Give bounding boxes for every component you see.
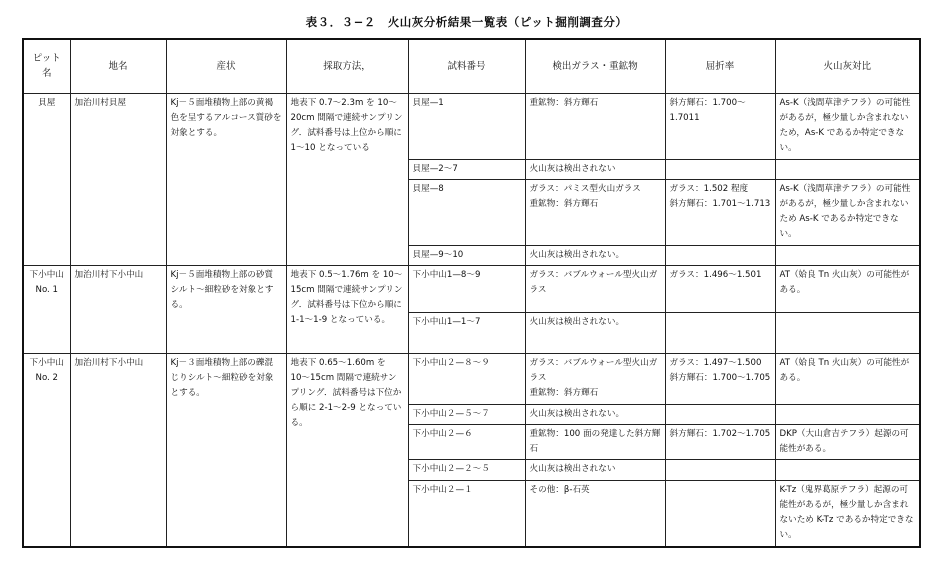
minerals-cell: ガラス：バブルウォール型火山ガラス	[525, 266, 665, 313]
refractive-index-cell	[665, 313, 775, 354]
pit-name-cell: 貝屋	[23, 93, 70, 266]
correlation-cell: DKP（大山倉吉テフラ）起源の可能性がある。	[775, 424, 920, 460]
sample-id-cell: 下小中山1—8〜9	[408, 266, 525, 313]
minerals-cell: 重鉱物：100 面の発達した斜方輝石	[525, 424, 665, 460]
minerals-cell: 火山灰は検出されない。	[525, 313, 665, 354]
correlation-cell	[775, 159, 920, 179]
correlation-cell: AT（姶良 Tn 火山灰）の可能性がある。	[775, 353, 920, 404]
refractive-index-cell	[665, 404, 775, 424]
refractive-index-cell: ガラス：1.497〜1.500 斜方輝石：1.700〜1.705	[665, 353, 775, 404]
occurrence-cell: Kj－３面堆積物上部の礫混じりシルト〜細粒砂を対象とする。	[166, 353, 286, 547]
correlation-cell: As-K（浅間草津テフラ）の可能性があるが，極少量しか含まれないため As-K であるか特定できない。	[775, 179, 920, 245]
refractive-index-cell: 斜方輝石：1.700〜1.7011	[665, 93, 775, 159]
header-pit: ピット名	[23, 39, 70, 93]
correlation-cell: K-Tz（鬼界葛原テフラ）起源の可能性があるが，極少量しか含まれないため K-Tz であるか特定できない。	[775, 480, 920, 547]
sample-id-cell: 下小中山1—1〜7	[408, 313, 525, 354]
minerals-cell: ガラス：パミス型火山ガラス 重鉱物：斜方輝石	[525, 179, 665, 245]
tephra-results-table	[22, 38, 921, 548]
occurrence-cell: Kj－５面堆積物上部の黄褐色を呈するアルコース質砂を対象とする。	[166, 93, 286, 266]
pit-name-cell: 下小中山 No. 2	[23, 353, 70, 547]
place-cell: 加治川村貝屋	[70, 93, 166, 266]
header-occurrence: 産状	[166, 39, 286, 93]
header-sample-id: 試料番号	[408, 39, 525, 93]
refractive-index-cell: ガラス：1.502 程度 斜方輝石：1.701〜1.713	[665, 179, 775, 245]
table-row	[23, 353, 920, 404]
sample-id-cell: 下小中山２—１	[408, 480, 525, 547]
sample-id-cell: 下小中山２—８〜９	[408, 353, 525, 404]
header-minerals: 検出ガラス・重鉱物	[525, 39, 665, 93]
occurrence-cell: Kj－５面堆積物上部の砂質シルト〜細粒砂を対象とする。	[166, 266, 286, 353]
refractive-index-cell	[665, 460, 775, 480]
refractive-index-cell: ガラス：1.496〜1.501	[665, 266, 775, 313]
refractive-index-cell	[665, 159, 775, 179]
sample-id-cell: 貝屋—9〜10	[408, 245, 525, 265]
place-cell: 加治川村下小中山	[70, 266, 166, 353]
header-method: 採取方法，	[286, 39, 408, 93]
minerals-cell: 重鉱物：斜方輝石	[525, 93, 665, 159]
correlation-cell	[775, 460, 920, 480]
table-row	[23, 93, 920, 159]
header-place: 地名	[70, 39, 166, 93]
table-row	[23, 266, 920, 313]
minerals-cell: その他：β-石英	[525, 480, 665, 547]
sample-id-cell: 下小中山２—２〜５	[408, 460, 525, 480]
correlation-cell	[775, 404, 920, 424]
refractive-index-cell: 斜方輝石：1.702〜1.705	[665, 424, 775, 460]
pit-name-cell: 下小中山 No. 1	[23, 266, 70, 353]
minerals-cell: 火山灰は検出されない	[525, 460, 665, 480]
table-title: 表３．３−２ 火山灰分析結果一覧表（ピット掘削調査分）	[305, 15, 628, 29]
method-cell: 地表下 0.5〜1.76m を 10〜15cm 間隔で連続サンプリング．試料番号は下位から順に 1-1〜1-9 となっている。	[286, 266, 408, 353]
sample-id-cell: 貝屋—8	[408, 179, 525, 245]
minerals-cell: 火山灰は検出されない。	[525, 245, 665, 265]
sample-id-cell: 下小中山２—５〜７	[408, 404, 525, 424]
method-cell: 地表下 0.65〜1.60m を 10〜15cm 間隔で連続サンプリング．試料番号は下位から順に 2-1〜2-9 となっている。	[286, 353, 408, 547]
minerals-cell: ガラス：バブルウォール型火山ガラス 重鉱物：斜方輝石	[525, 353, 665, 404]
header-refractive-index: 屈折率	[665, 39, 775, 93]
minerals-cell: 火山灰は検出されない	[525, 159, 665, 179]
correlation-cell	[775, 313, 920, 354]
sample-id-cell: 貝屋—1	[408, 93, 525, 159]
table-body	[23, 93, 920, 547]
correlation-cell	[775, 245, 920, 265]
minerals-cell: 火山灰は検出されない。	[525, 404, 665, 424]
refractive-index-cell	[665, 480, 775, 547]
correlation-cell: As-K（浅間草津テフラ）の可能性があるが，極少量しか含まれないため，As-K であるか特定できない。	[775, 93, 920, 159]
correlation-cell: AT（姶良 Tn 火山灰）の可能性がある。	[775, 266, 920, 313]
method-cell: 地表下 0.7〜2.3m を 10〜20cm 間隔で連続サンプリング．試料番号は上位から順に 1〜10 となっている	[286, 93, 408, 266]
sample-id-cell: 下小中山２—６	[408, 424, 525, 460]
sample-id-cell: 貝屋—2〜7	[408, 159, 525, 179]
refractive-index-cell	[665, 245, 775, 265]
place-cell: 加治川村下小中山	[70, 353, 166, 547]
header-correlation: 火山灰対比	[775, 39, 920, 93]
